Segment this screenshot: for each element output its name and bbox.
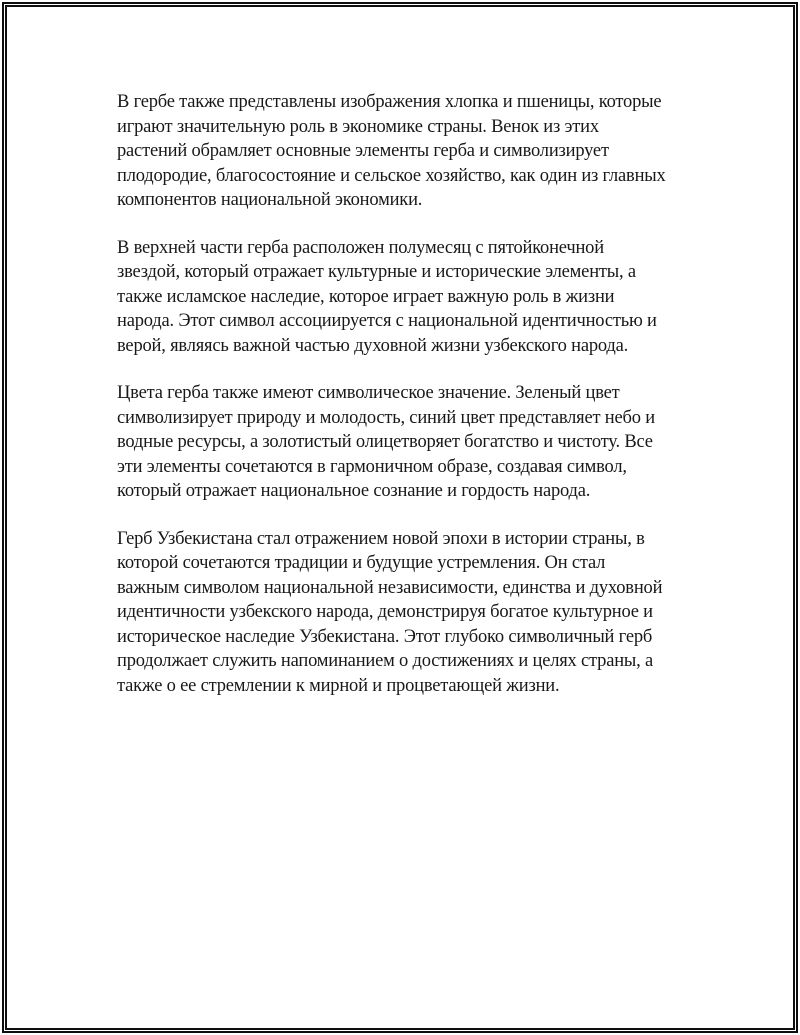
text-line: продолжает служить напоминанием о достижениях и целях страны, а	[117, 651, 653, 671]
text-line: плодородие, благосостояние и сельское хозяйство, как один из главных	[117, 165, 666, 186]
text-line: символизирует природу и молодость, синий цвет представляет небо и	[117, 407, 655, 428]
text-line: Цвета герба также имеют символическое значение. Зеленый цвет	[117, 383, 620, 403]
text-line: которой сочетаются традиции и будущие устремления. Он стал	[117, 553, 606, 573]
paragraph	[117, 381, 702, 504]
text-line: также исламское наследие, которое играет важную роль в жизни	[117, 286, 615, 307]
text-line: также о ее стремлении к мирной и процветающей жизни.	[117, 675, 560, 696]
text-line: народа. Этот символ ассоциируется с национальной идентичностью и	[117, 311, 657, 331]
document-content	[117, 90, 702, 721]
text-line: который отражает национальное сознание и гордость народа.	[117, 481, 591, 501]
text-line: играют значительную роль в экономике страны. Венок из этих	[117, 116, 599, 137]
paragraph	[117, 90, 702, 213]
text-line: растений обрамляет основные элементы герба и символизирует	[117, 141, 609, 161]
text-line: В гербе также представлены изображения хлопка и пшеницы, которые	[117, 92, 662, 112]
text-line: идентичности узбекского народа, демонстрируя богатое культурное и	[117, 602, 653, 622]
text-line: звездой, который отражает культурные и исторические элементы, а	[117, 262, 636, 282]
text-line: водные ресурсы, а золотистый олицетворяет богатство и чистоту. Все	[117, 432, 653, 452]
paragraph	[117, 236, 702, 359]
text-line: Герб Узбекистана стал отражением новой эпохи в истории страны, в	[117, 528, 645, 549]
text-line: эти элементы сочетаются в гармоничном образе, создавая символ,	[117, 456, 627, 477]
text-line: верой, являясь важной частью духовной жизни узбекского народа.	[117, 335, 629, 356]
paragraph	[117, 527, 702, 699]
text-line: историческое наследие Узбекистана. Этот глубоко символичный герб	[117, 626, 653, 647]
text-line: компонентов национальной экономики.	[117, 190, 423, 210]
text-line: В верхней части герба расположен полумесяц с пятойконечной	[117, 237, 604, 258]
text-line: важным символом национальной независимости, единства и духовной	[117, 577, 663, 598]
